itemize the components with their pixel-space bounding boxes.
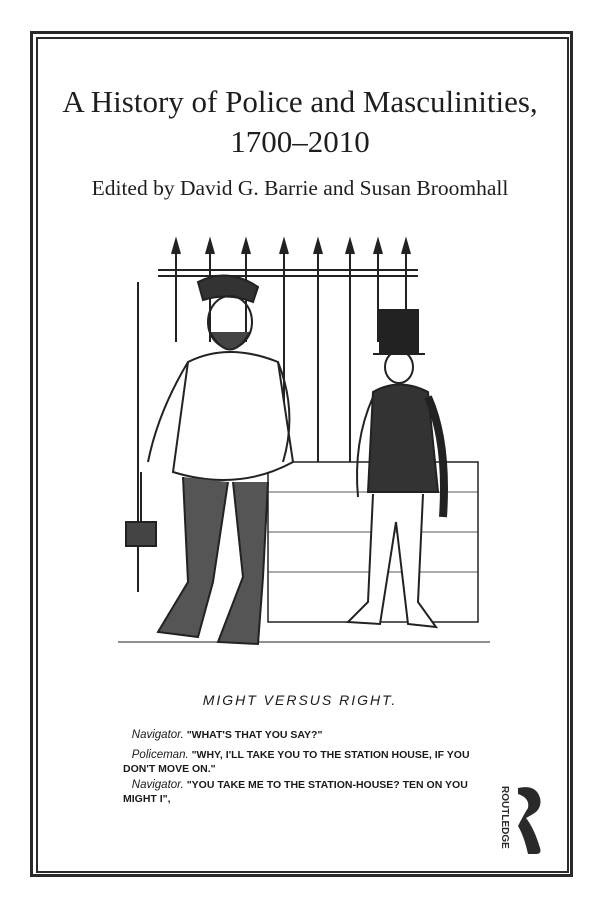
dialogue-line — [123, 778, 473, 806]
dialogue-text: "YOU TAKE ME TO THE STATION-HOUSE? TEN ON YOU MIGHT I", — [123, 779, 468, 805]
routledge-head-icon — [518, 787, 541, 854]
book-title-line-2: 1700–2010 — [230, 124, 370, 159]
dialogue-line — [123, 728, 473, 742]
book-editors: Edited by David G. Barrie and Susan Broomhall — [91, 176, 509, 200]
policeman-figure — [348, 310, 444, 627]
dialogue-speaker: Policeman. — [131, 749, 189, 761]
dialogue-text: "WHAT'S THAT YOU SAY?" — [186, 729, 323, 741]
dialogue-line — [123, 748, 473, 776]
cartoon-illustration — [118, 232, 490, 672]
publisher-name: ROUTLEDGE — [499, 786, 510, 849]
routledge-logo — [496, 784, 546, 856]
dialogue-speaker: Navigator. — [131, 729, 184, 741]
cartoon-caption-title: MIGHT VERSUS RIGHT. — [202, 692, 398, 708]
dialogue-speaker: Navigator. — [131, 779, 184, 791]
book-title-line-1: A History of Police and Masculinities, — [62, 84, 538, 119]
dialogue-text: "WHY, I'LL TAKE YOU TO THE STATION HOUSE, IF YOU DON'T MOVE ON." — [123, 749, 470, 775]
